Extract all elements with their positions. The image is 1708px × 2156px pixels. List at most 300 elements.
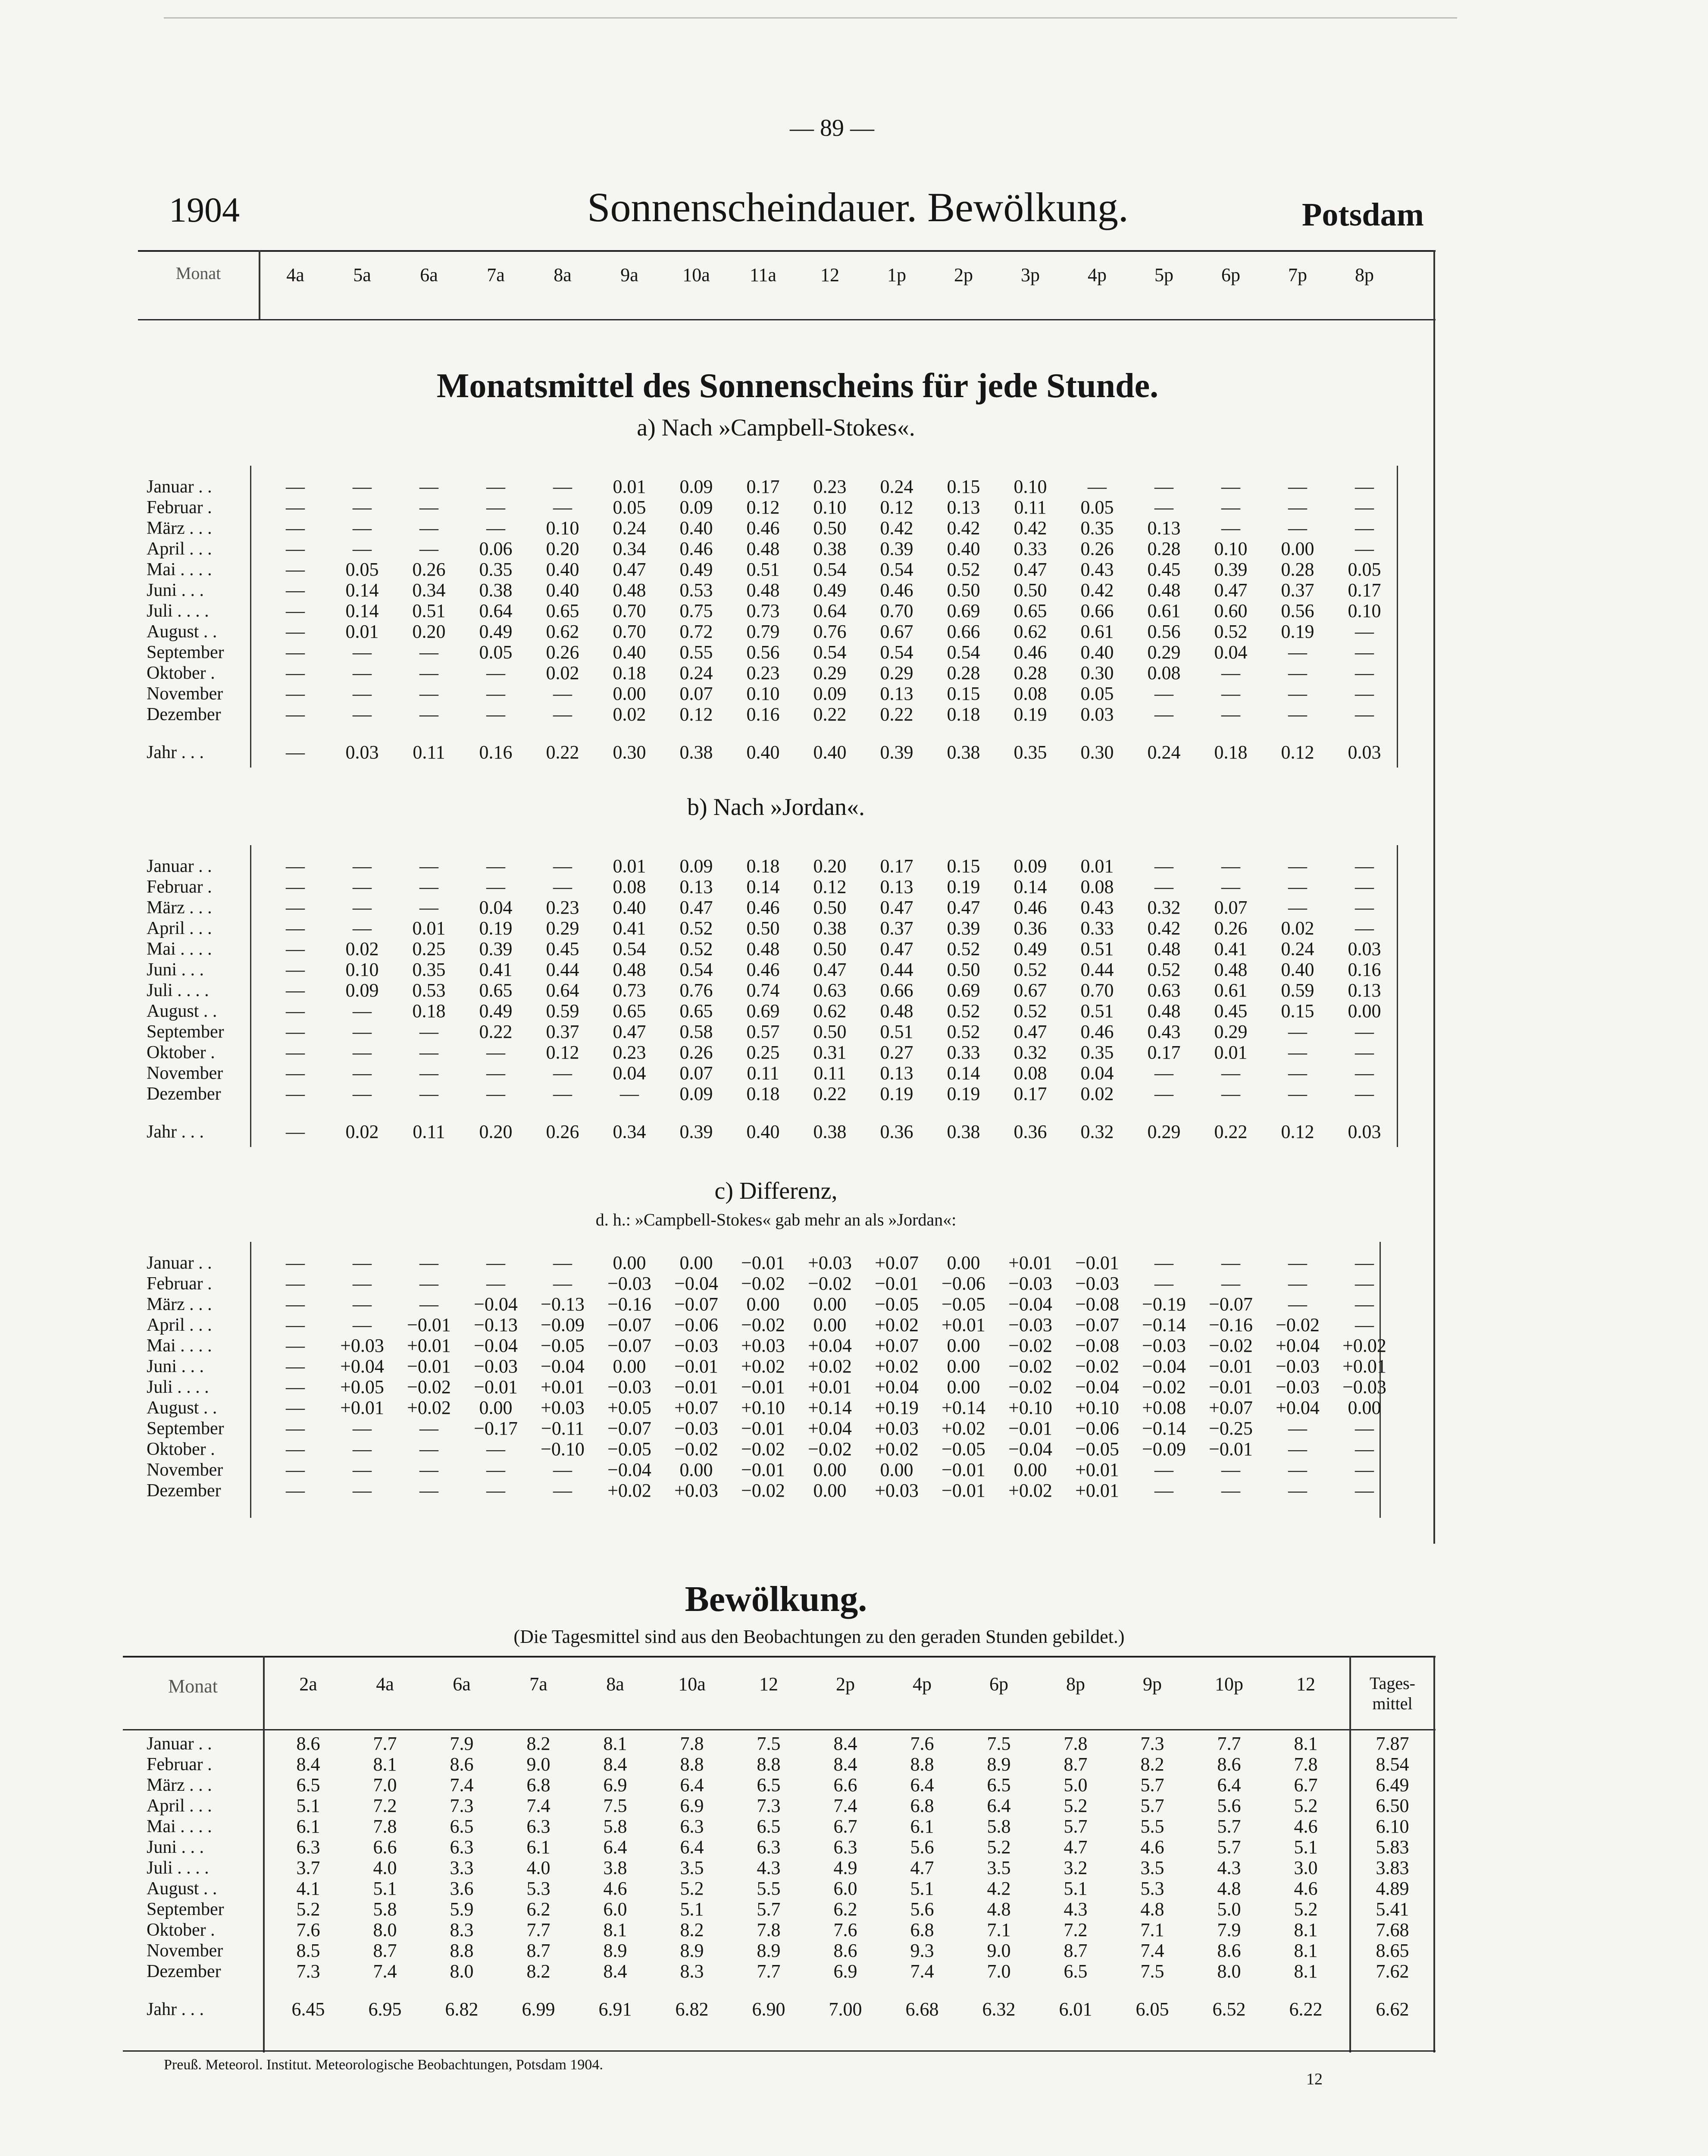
year-cell: 0.36	[880, 1121, 913, 1142]
table-cell: —	[1355, 683, 1374, 704]
table-cell: −0.01	[741, 1418, 785, 1439]
table-cell: 0.56	[746, 642, 780, 663]
cloud-cell: 5.8	[373, 1899, 397, 1920]
table-cell: 0.59	[1281, 980, 1314, 1001]
cloud-cell: 3.5	[987, 1857, 1011, 1878]
table-cell: —	[1288, 683, 1307, 704]
table-cell: 0.09	[1014, 856, 1047, 877]
table-cell: 0.47	[880, 938, 913, 959]
table-cell: 0.47	[880, 897, 913, 918]
table-cell: 0.54	[813, 559, 847, 580]
cloud-cell: 7.4	[1140, 1940, 1164, 1961]
table-cell: −0.05	[942, 1294, 985, 1315]
cloud-cell: 6.4	[1217, 1774, 1241, 1796]
table-cell: 0.38	[813, 918, 847, 939]
table-cell: −0.06	[1075, 1418, 1119, 1439]
cloud-cell: 4.7	[1064, 1836, 1088, 1858]
table-cell: 0.28	[947, 662, 980, 683]
table-cell: 0.64	[479, 600, 513, 621]
cloud-cell: 6.0	[833, 1878, 857, 1899]
table-cell: 0.24	[613, 517, 646, 539]
table-cell: +0.03	[541, 1397, 585, 1418]
table-cell: —	[353, 1480, 372, 1501]
cloud-cell: 7.8	[1064, 1733, 1088, 1754]
table-cell: 0.54	[679, 959, 713, 980]
table-cell: +0.03	[808, 1252, 852, 1273]
cloud-cell: 6.7	[833, 1816, 857, 1837]
table-cell: 0.01	[345, 621, 379, 642]
table-cell: 0.49	[813, 580, 847, 601]
month-label: März . . .	[147, 1294, 212, 1314]
cloud-cell: 6.5	[987, 1774, 1011, 1796]
table-cell: −0.01	[942, 1480, 985, 1501]
table-cell: —	[1288, 662, 1307, 683]
table-cell: 0.70	[1080, 980, 1114, 1001]
cloud-cell: 7.3	[1140, 1733, 1164, 1754]
table-cell: —	[1355, 662, 1374, 683]
month-label: Juni . . .	[147, 1837, 204, 1857]
table-cell: 0.16	[746, 704, 780, 725]
table-cell: 0.09	[679, 1083, 713, 1104]
table-cell: —	[486, 1252, 505, 1273]
cloud-cell: 6.8	[910, 1919, 934, 1940]
cloud-cell: 5.1	[680, 1899, 704, 1920]
section-a-title: a) Nach »Campbell-Stokes«.	[637, 414, 915, 441]
table-cell: 0.06	[479, 538, 513, 559]
table-cell: −0.08	[1075, 1294, 1119, 1315]
cloud-cell: 8.8	[450, 1940, 474, 1961]
daily-mean-cell: 5.41	[1376, 1899, 1409, 1920]
table-cell: −0.17	[474, 1418, 518, 1439]
table-cell: 0.53	[679, 580, 713, 601]
table-cell: 0.14	[1014, 876, 1047, 897]
table-cell: 0.02	[546, 662, 579, 683]
table-cell: —	[486, 662, 505, 683]
cloud-cell: 9.0	[526, 1754, 551, 1775]
page-number: — 89 —	[790, 115, 874, 141]
table-cell: —	[286, 959, 305, 980]
table-cell: —	[1355, 621, 1374, 642]
section-b-right-rule	[1397, 845, 1398, 1147]
table-cell: 0.08	[613, 876, 646, 897]
table-cell: +0.14	[942, 1397, 985, 1418]
table-cell: −0.09	[1142, 1438, 1186, 1460]
table-cell: —	[286, 1294, 305, 1315]
table-cell: −0.06	[942, 1273, 985, 1294]
table-cell: 0.50	[813, 1021, 847, 1042]
month-col-divider	[259, 250, 260, 319]
daily-mean-cell: 3.83	[1376, 1857, 1409, 1878]
table-cell: 0.19	[1014, 704, 1047, 725]
table-cell: —	[353, 897, 372, 918]
month-label: August . .	[147, 1398, 217, 1418]
table-cell: 0.79	[746, 621, 780, 642]
table-cell: —	[419, 497, 438, 518]
year-cell: 0.39	[679, 1121, 713, 1142]
cloud-cell: 5.1	[296, 1795, 320, 1816]
cloud-cell: 5.2	[987, 1836, 1011, 1858]
table-cell: —	[486, 1042, 505, 1063]
table-cell: 0.25	[412, 938, 446, 959]
cloud-cell: 4.3	[1217, 1857, 1241, 1878]
cloud-hour-header: 4p	[913, 1673, 932, 1695]
year-cell: 0.32	[1080, 1121, 1114, 1142]
table-cell: 0.49	[1014, 938, 1047, 959]
cloud-cell: 7.9	[450, 1733, 474, 1754]
table-cell: —	[1154, 1083, 1173, 1104]
table-cell: +0.01	[808, 1376, 852, 1398]
cloud-cell: 6.3	[296, 1836, 320, 1858]
year-cell: 0.16	[479, 742, 513, 763]
table-cell: 0.50	[1014, 580, 1047, 601]
table-cell: 0.29	[546, 918, 579, 939]
table-cell: 0.50	[947, 580, 980, 601]
cloud-title: Bewölkung.	[685, 1579, 867, 1619]
table-cell: 0.46	[1080, 1021, 1114, 1042]
table-cell: 0.34	[412, 580, 446, 601]
table-cell: 0.46	[746, 517, 780, 539]
table-cell: 0.13	[1147, 517, 1181, 539]
table-cell: +0.02	[808, 1356, 852, 1377]
section-b-divider	[250, 845, 251, 1147]
table-cell: 0.73	[613, 980, 646, 1001]
cloud-cell: 5.7	[1140, 1774, 1164, 1796]
table-cell: 0.69	[947, 600, 980, 621]
table-cell: —	[1288, 1480, 1307, 1501]
table-cell: —	[1288, 517, 1307, 539]
year-cell: 0.30	[613, 742, 646, 763]
cloud-cell: 5.7	[1217, 1836, 1241, 1858]
table-cell: +0.04	[808, 1335, 852, 1356]
table-cell: 0.02	[1281, 918, 1314, 939]
table-cell: —	[1221, 876, 1240, 897]
table-cell: −0.03	[1276, 1376, 1320, 1398]
table-cell: 0.13	[1348, 980, 1381, 1001]
year-cell: 0.11	[413, 1121, 445, 1142]
table-cell: 0.70	[613, 621, 646, 642]
table-cell: 0.40	[546, 580, 579, 601]
cloud-header-rule	[123, 1729, 1436, 1730]
cloud-cell: 7.1	[987, 1919, 1011, 1940]
table-cell: 0.45	[1147, 559, 1181, 580]
cloud-cell: 8.2	[680, 1919, 704, 1940]
table-cell: +0.03	[875, 1418, 919, 1439]
table-cell: −0.02	[1075, 1356, 1119, 1377]
table-cell: 0.57	[746, 1021, 780, 1042]
cloud-cell: 5.5	[757, 1878, 781, 1899]
daily-mean-cell: 6.49	[1376, 1774, 1409, 1796]
table-cell: 0.19	[947, 1083, 980, 1104]
month-label: Juni . . .	[147, 960, 204, 980]
table-cell: —	[1355, 704, 1374, 725]
table-cell: −0.08	[1075, 1335, 1119, 1356]
table-cell: 0.23	[546, 897, 579, 918]
table-cell: —	[486, 517, 505, 539]
cloud-cell: 7.4	[910, 1961, 934, 1982]
table-cell: —	[286, 918, 305, 939]
cloud-cell: 3.0	[1294, 1857, 1318, 1878]
sunshine-hour-headers	[286, 264, 1431, 290]
month-label: Februar .	[147, 1755, 212, 1774]
cloud-cell: 7.3	[296, 1961, 320, 1982]
table-cell: +0.14	[808, 1397, 852, 1418]
daily-mean-cell: 7.87	[1376, 1733, 1409, 1754]
table-cell: 0.07	[679, 683, 713, 704]
section-a-divider	[250, 466, 251, 768]
table-cell: 0.51	[880, 1021, 913, 1042]
cloud-cell: 4.7	[910, 1857, 934, 1878]
cloud-cell: 8.0	[373, 1919, 397, 1940]
cloud-cell: 6.4	[680, 1774, 704, 1796]
month-label: Juli . . . .	[147, 1377, 209, 1397]
table-cell: 0.63	[1147, 980, 1181, 1001]
table-cell: —	[1154, 876, 1173, 897]
table-cell: —	[1355, 876, 1374, 897]
cloud-cell: 8.2	[526, 1961, 551, 1982]
table-cell: 0.58	[679, 1021, 713, 1042]
table-cell: 0.37	[546, 1021, 579, 1042]
table-cell: —	[419, 1083, 438, 1104]
cloud-cell: 8.3	[450, 1919, 474, 1940]
cloud-cell: 8.8	[757, 1754, 781, 1775]
table-cell: 0.38	[813, 538, 847, 559]
table-cell: —	[1355, 1062, 1374, 1084]
table-cell: —	[353, 856, 372, 877]
hour-header: 5a	[353, 264, 371, 285]
year-cell: 6.22	[1289, 1999, 1323, 2020]
cloud-hour-header: 9p	[1143, 1673, 1162, 1695]
cloud-cell: 7.5	[603, 1795, 627, 1816]
table-cell: —	[353, 683, 372, 704]
table-cell: 0.47	[613, 1021, 646, 1042]
cloud-cell: 6.3	[757, 1836, 781, 1858]
table-cell: —	[553, 1273, 572, 1294]
table-cell: 0.47	[1214, 580, 1248, 601]
table-cell: −0.03	[1276, 1356, 1320, 1377]
table-cell: 0.52	[679, 918, 713, 939]
table-cell: 0.29	[1214, 1021, 1248, 1042]
cloud-cell: 7.4	[833, 1795, 857, 1816]
cloud-subtitle: (Die Tagesmittel sind aus den Beobachtungen zu den geraden Stunden gebildet.)	[513, 1626, 1125, 1647]
table-cell: 0.47	[947, 897, 980, 918]
table-cell: −0.01	[674, 1356, 718, 1377]
month-label: Januar . .	[147, 1734, 212, 1754]
table-cell: —	[286, 1356, 305, 1377]
annual-mean-cell: 6.62	[1376, 1999, 1409, 2020]
year-cell: 6.82	[675, 1999, 709, 2020]
table-cell: 0.48	[746, 538, 780, 559]
cloud-cell: 4.8	[1217, 1878, 1241, 1899]
cloud-cell: 8.1	[1294, 1733, 1318, 1754]
year-cell: 0.12	[1281, 742, 1314, 763]
table-cell: 0.00	[947, 1252, 980, 1273]
table-cell: 0.00	[880, 1459, 913, 1480]
year-cell: 0.38	[947, 1121, 980, 1142]
table-cell: 0.01	[1214, 1042, 1248, 1063]
cloud-hour-header: 6a	[453, 1673, 471, 1695]
table-cell: —	[1288, 1083, 1307, 1104]
table-cell: 0.33	[947, 1042, 980, 1063]
table-cell: —	[1221, 517, 1240, 539]
table-cell: −0.03	[1075, 1273, 1119, 1294]
table-cell: 0.17	[1147, 1042, 1181, 1063]
table-cell: —	[1221, 662, 1240, 683]
table-cell: 0.00	[613, 683, 646, 704]
table-cell: +0.02	[407, 1397, 451, 1418]
table-cell: —	[1221, 497, 1240, 518]
cloud-cell: 8.0	[1217, 1961, 1241, 1982]
table-cell: +0.02	[875, 1356, 919, 1377]
month-label: Januar . .	[147, 856, 212, 876]
table-cell: —	[553, 683, 572, 704]
cloud-hour-header: 7a	[529, 1673, 547, 1695]
table-cell: —	[286, 704, 305, 725]
table-cell: 0.47	[679, 897, 713, 918]
hour-header: 10a	[682, 264, 710, 285]
hour-header: 6p	[1221, 264, 1240, 285]
table-cell: 0.15	[947, 856, 980, 877]
table-cell: 0.00	[947, 1356, 980, 1377]
table-cell: 0.40	[613, 897, 646, 918]
table-cell: —	[1221, 1480, 1240, 1501]
cloud-cell: 5.2	[680, 1878, 704, 1899]
cloud-hour-headers	[0, 1673, 1436, 1720]
table-cell: —	[419, 1294, 438, 1315]
year-cell: 6.91	[598, 1999, 632, 2020]
table-cell: 0.51	[412, 600, 446, 621]
year-cell: 6.52	[1212, 1999, 1246, 2020]
table-cell: —	[419, 1438, 438, 1460]
table-cell: 0.54	[880, 642, 913, 663]
year-cell: 6.32	[982, 1999, 1016, 2020]
cloud-cell: 7.9	[1217, 1919, 1241, 1940]
cloud-cell: 8.4	[296, 1754, 320, 1775]
table-cell: 0.35	[412, 959, 446, 980]
table-cell: 0.05	[1348, 559, 1381, 580]
month-label: November	[147, 1460, 223, 1480]
table-cell: —	[553, 1252, 572, 1273]
table-cell: —	[486, 1062, 505, 1084]
table-cell: 0.46	[746, 897, 780, 918]
cloud-cell: 6.3	[833, 1836, 857, 1858]
table-cell: —	[486, 1273, 505, 1294]
cloud-cell: 6.3	[526, 1816, 551, 1837]
daily-mean-cell: 5.83	[1376, 1836, 1409, 1858]
table-cell: −0.02	[1008, 1356, 1052, 1377]
cloud-cell: 5.1	[910, 1878, 934, 1899]
table-top-rule	[138, 250, 1436, 252]
table-cell: 0.00	[613, 1252, 646, 1273]
cloud-cell: 7.6	[296, 1919, 320, 1940]
table-cell: —	[1154, 683, 1173, 704]
table-cell: 0.16	[1348, 959, 1381, 980]
table-cell: 0.54	[947, 642, 980, 663]
table-cell: 0.49	[679, 559, 713, 580]
cloud-cell: 8.4	[603, 1961, 627, 1982]
table-cell: 0.20	[412, 621, 446, 642]
table-cell: +0.02	[875, 1438, 919, 1460]
table-cell: —	[1288, 856, 1307, 877]
table-cell: —	[1355, 1273, 1374, 1294]
cloud-cell: 8.1	[1294, 1919, 1318, 1940]
cloud-cell: 5.7	[1217, 1816, 1241, 1837]
table-cell: —	[486, 497, 505, 518]
table-cell: −0.02	[741, 1438, 785, 1460]
section-b-title: b) Nach »Jordan«.	[687, 794, 865, 821]
cloud-cell: 5.7	[1140, 1795, 1164, 1816]
cloud-cell: 8.9	[987, 1754, 1011, 1775]
hour-header: 5p	[1154, 264, 1173, 285]
table-cell: 0.10	[1348, 600, 1381, 621]
table-cell: −0.02	[1008, 1335, 1052, 1356]
table-cell: 0.51	[1080, 938, 1114, 959]
place-heading: Potsdam	[1302, 197, 1424, 233]
month-label: Juli . . . .	[147, 601, 209, 621]
table-cell: 0.20	[813, 856, 847, 877]
table-cell: 0.45	[546, 938, 579, 959]
cloud-cell: 8.9	[680, 1940, 704, 1961]
table-cell: 0.56	[1147, 621, 1181, 642]
table-cell: 0.07	[679, 1062, 713, 1084]
cloud-cell: 4.1	[296, 1878, 320, 1899]
table-cell: 0.37	[880, 918, 913, 939]
table-cell: −0.05	[942, 1438, 985, 1460]
table-cell: 0.08	[1080, 876, 1114, 897]
table-cell: 0.65	[546, 600, 579, 621]
cloud-cell: 6.9	[603, 1774, 627, 1796]
table-cell: 0.48	[1147, 580, 1181, 601]
table-cell: −0.09	[541, 1314, 585, 1335]
cloud-cell: 4.6	[1294, 1816, 1318, 1837]
month-label: Juli . . . .	[147, 1858, 209, 1878]
table-cell: —	[1288, 1021, 1307, 1042]
table-cell: 0.12	[880, 497, 913, 518]
hour-header: 8a	[554, 264, 572, 285]
cloud-cell: 4.6	[603, 1878, 627, 1899]
table-cell: 0.61	[1147, 600, 1181, 621]
table-cell: 0.64	[813, 600, 847, 621]
table-cell: 0.44	[880, 959, 913, 980]
table-cell: 0.62	[546, 621, 579, 642]
hour-header: 2p	[954, 264, 973, 285]
table-cell: 0.17	[1014, 1083, 1047, 1104]
table-cell: 0.48	[613, 580, 646, 601]
table-cell: —	[1288, 642, 1307, 663]
daily-mean-cell: 8.65	[1376, 1940, 1409, 1961]
year-cell: 0.35	[1014, 742, 1047, 763]
table-cell: —	[419, 1459, 438, 1480]
table-cell: 0.00	[947, 1335, 980, 1356]
cloud-cell: 6.2	[833, 1899, 857, 1920]
table-cell: 0.10	[546, 517, 579, 539]
table-cell: —	[286, 476, 305, 497]
table-cell: —	[486, 1083, 505, 1104]
table-cell: —	[1154, 1459, 1173, 1480]
cloud-cell: 5.6	[1217, 1795, 1241, 1816]
table-cell: 0.03	[1348, 938, 1381, 959]
table-cell: 0.26	[412, 559, 446, 580]
table-cell: 0.22	[479, 1021, 513, 1042]
table-cell: —	[1355, 1252, 1374, 1273]
table-cell: 0.34	[613, 538, 646, 559]
table-cell: −0.04	[1075, 1376, 1119, 1398]
table-cell: —	[1288, 876, 1307, 897]
table-cell: 0.47	[813, 959, 847, 980]
table-cell: −0.02	[1142, 1376, 1186, 1398]
table-cell: 0.28	[1281, 559, 1314, 580]
table-cell: —	[353, 704, 372, 725]
table-cell: −0.03	[474, 1356, 518, 1377]
